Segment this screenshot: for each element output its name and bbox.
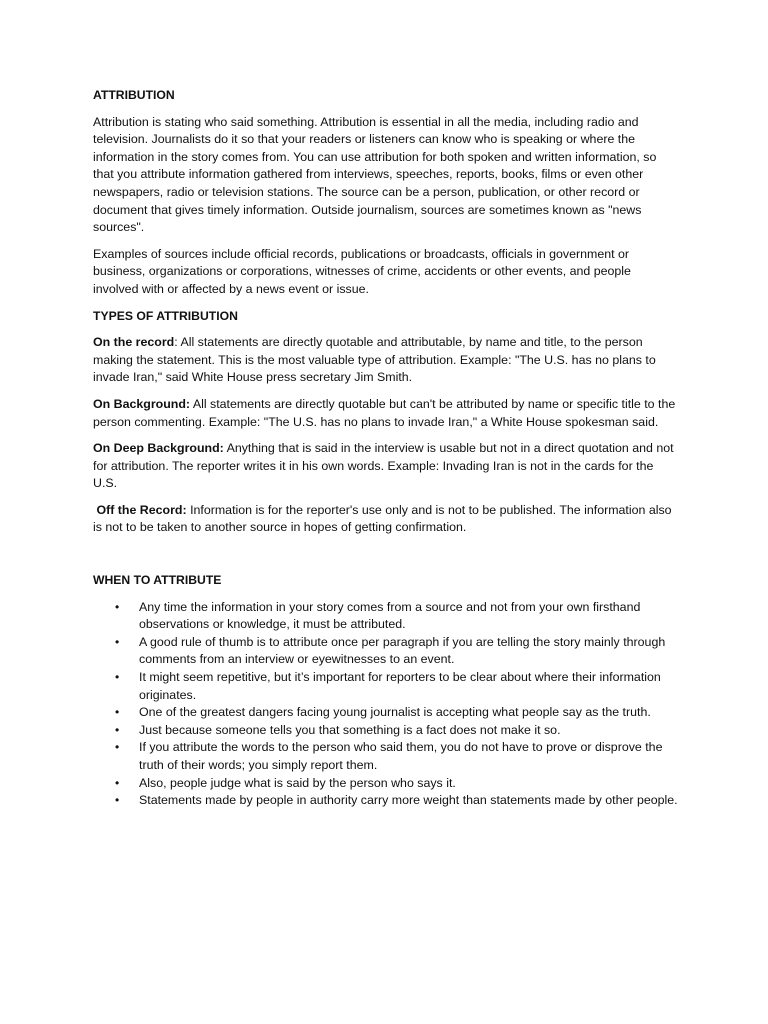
type-description: : All statements are directly quotable and attributable, by name and title, to the person making the statement. This is the most valuable type of attribution. Example: "The U.S. has no plans to invade Iran," said White House press secretary Jim Smith. <box>93 335 656 385</box>
type-description: Anything that is said in the interview is usable but not in a direct quotation and not for attribution. The reporter writes it in his own words. Example: Invading Iran is not in the cards for the U.S. <box>93 441 674 491</box>
type-description: Information is for the reporter's use only and is not to be published. The information also is not to be taken to another source in hopes of getting confirmation. <box>93 502 672 535</box>
list-item <box>93 669 678 704</box>
bullet-icon: • <box>115 740 120 755</box>
list-item-text: Any time the information in your story comes from a source and not from your own firsthand observations or knowledge, it must be attributed. <box>139 599 641 632</box>
bullet-icon: • <box>115 599 120 614</box>
type-on-the-record <box>93 334 678 387</box>
list-item <box>93 704 678 722</box>
bullet-icon: • <box>115 670 120 685</box>
when-heading: WHEN TO ATTRIBUTE <box>93 573 222 588</box>
list-item-text: Statements made by people in authority carry more weight than statements made by other people. <box>139 793 678 808</box>
type-term: Off the Record: <box>93 502 187 517</box>
type-term: On Deep Background: <box>93 441 224 456</box>
list-item <box>93 739 678 774</box>
list-item-text: Just because someone tells you that something is a fact does not make it so. <box>139 722 561 737</box>
bullet-icon: • <box>115 793 120 808</box>
document-page <box>93 87 678 810</box>
type-term: On the record <box>93 335 175 350</box>
blank-line <box>93 546 678 572</box>
bullet-icon: • <box>115 705 120 720</box>
type-description: All statements are directly quotable but can't be attributed by name or specific title to the person commenting. Example: "The U.S. has no plans to invade Iran," a White House spokesman said. <box>93 396 676 429</box>
list-item-text: One of the greatest dangers facing young journalist is accepting what people say as the truth. <box>139 705 651 720</box>
types-heading: TYPES OF ATTRIBUTION <box>93 308 238 323</box>
bullet-icon: • <box>115 722 120 737</box>
type-on-deep-background <box>93 440 678 493</box>
intro-paragraph-2: Examples of sources include official records, publications or broadcasts, officials in government or business, organizations or corporations, witnesses of crime, accidents or other events, and people involved with or affected by a news event or issue. <box>93 246 631 296</box>
list-item-text: It might seem repetitive, but it’s important for reporters to be clear about where their information originates. <box>139 670 661 702</box>
list-item-text: A good rule of thumb is to attribute once per paragraph if you are telling the story mainly through comments from an interview or eyewitnesses to an event. <box>139 634 666 667</box>
attribution-bullet-list <box>93 599 678 810</box>
list-item <box>93 599 678 634</box>
bullet-icon: • <box>115 634 120 649</box>
list-item <box>93 775 678 793</box>
list-item <box>93 634 678 669</box>
type-off-the-record <box>93 502 678 537</box>
list-item-text: If you attribute the words to the person who said them, you do not have to prove or disprove the truth of their words; you simply report them. <box>139 740 663 772</box>
list-item <box>93 792 678 810</box>
bullet-icon: • <box>115 775 120 790</box>
type-term: On Background: <box>93 396 191 411</box>
document-title: ATTRIBUTION <box>93 88 175 102</box>
list-item <box>93 722 678 740</box>
list-item-text: Also, people judge what is said by the person who says it. <box>139 775 456 790</box>
intro-paragraph-1: Attribution is stating who said something. Attribution is essential in all the media, including radio and television. Journalists do it so that your readers or listeners can know who is speaking or where the information in the story comes from. You can use attribution for both spoken and written information, so that you attribute information gathered from interviews, speeches, reports, books, films or even other newspapers, radio or television stations. The source can be a person, publication, or other record or document that gives timely information. Outside journalism, sources are sometimes known as "news sources". <box>93 114 657 235</box>
type-on-background <box>93 396 678 431</box>
